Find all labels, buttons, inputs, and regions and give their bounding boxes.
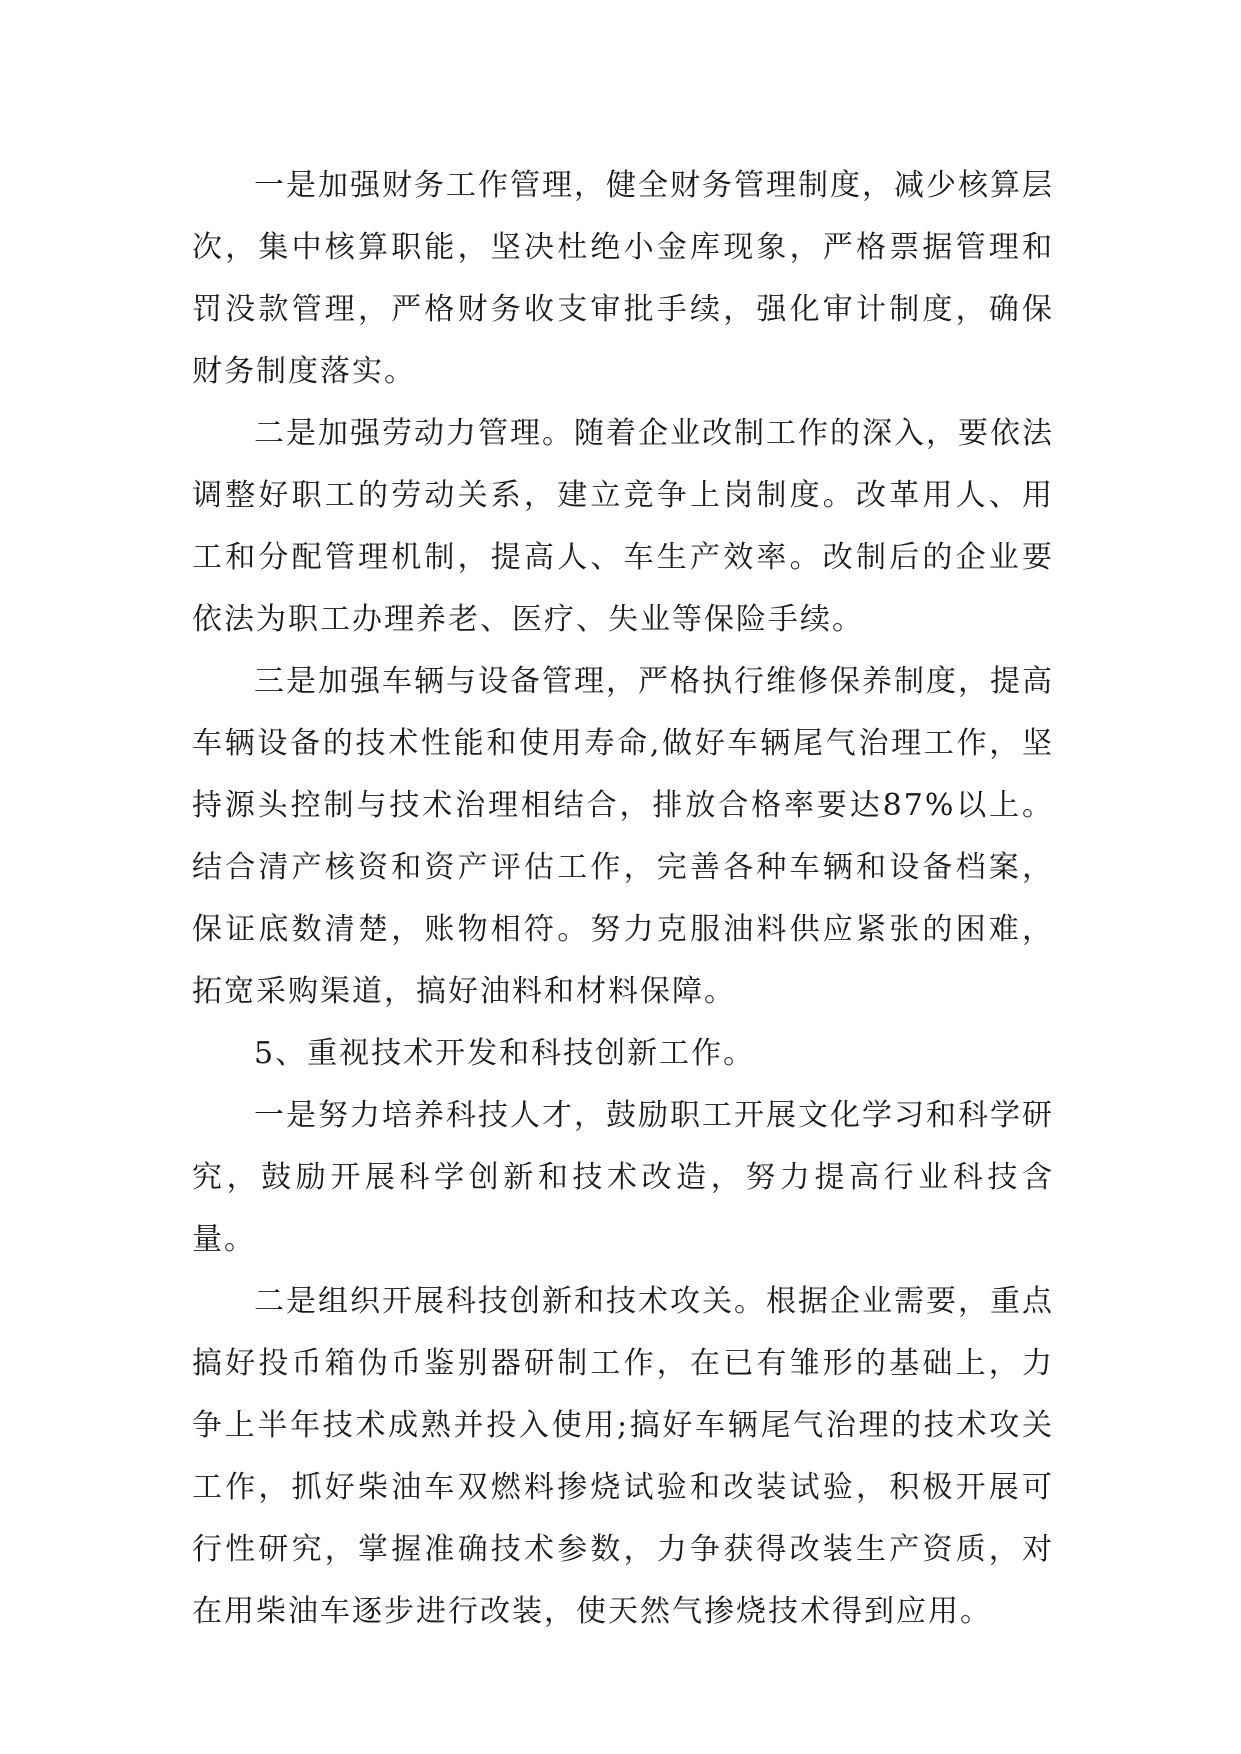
paragraph-innovation: 二是组织开展科技创新和技术攻关。根据企业需要，重点搞好投币箱伪币鉴别器研制工作，在已有雏形的基础上，力争上半年技术成熟并投入使用;搞好车辆尾气治理的技术攻关工作，抓好柴油车双燃料掺烧试验和改装试验，积极开展可行性研究，掌握准确技术参数，力争获得改装生产资质，对在用柴油车逐步进行改装，使天然气掺烧技术得到应用。 — [192, 1284, 1054, 1629]
paragraph-talent: 一是努力培养科技人才，鼓励职工开展文化学习和科学研究，鼓励开展科学创新和技术改造，努力提高行业科技含量。 — [192, 1098, 1054, 1257]
paragraph-labor: 二是加强劳动力管理。随着企业改制工作的深入，要依法调整好职工的劳动关系，建立竞争上岗制度。改革用人、用工和分配管理机制，提高人、车生产效率。改制后的企业要依法为职工办理养老、医疗、失业等保险手续。 — [192, 416, 1054, 637]
paragraph-finance: 一是加强财务工作管理，健全财务管理制度，减少核算层次，集中核算职能，坚决杜绝小金库现象，严格票据管理和罚没款管理，严格财务收支审批手续，强化审计制度，确保财务制度落实。 — [192, 168, 1054, 389]
document-body — [192, 155, 1054, 1643]
section-heading-tech: 5、重视技术开发和科技创新工作。 — [254, 1036, 756, 1071]
paragraph-vehicles: 三是加强车辆与设备管理，严格执行维修保养制度，提高车辆设备的技术性能和使用寿命,做好车辆尾气治理工作，坚持源头控制与技术治理相结合，排放合格率要达87%以上。结合清产核资和资产评估工作，完善各种车辆和设备档案，保证底数清楚，账物相符。努力克服油料供应紧张的困难，拓宽采购渠道，搞好油料和材料保障。 — [192, 664, 1054, 1009]
